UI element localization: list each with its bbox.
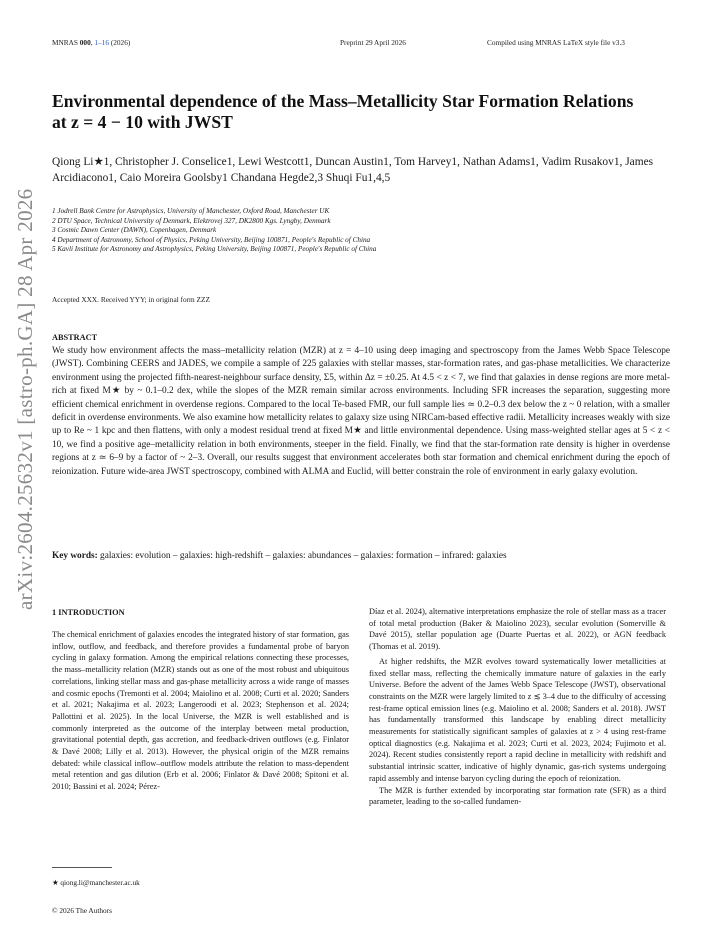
- affiliation-3: 3 Cosmic Dawn Center (DAWN), Copenhagen, Denmark: [52, 226, 217, 235]
- affiliation-2: 2 DTU Space, Technical University of Denmark, Elektrovej 327, DK2800 Kgs. Lyngby, Denmark: [52, 216, 331, 225]
- abstract-heading: ABSTRACT: [52, 333, 98, 342]
- journal-volume: 000: [79, 38, 91, 47]
- corresponding-email: ★ qiong.li@manchester.ac.uk: [52, 878, 140, 887]
- affiliation-4: 4 Department of Astronomy, School of Physics, Peking University, Beijing 100871, People's Republic of China: [52, 235, 371, 244]
- keywords-text: galaxies: evolution – galaxies: high-redshift – galaxies: abundances – galaxies: formation – infrared: galaxies: [100, 551, 507, 561]
- affiliation-1: 1 Jodrell Bank Centre for Astrophysics, University of Manchester, Oxford Road, Manchester UK: [52, 207, 330, 215]
- footnote-rule: [52, 867, 112, 868]
- left-column: [52, 629, 349, 793]
- right-column: [369, 606, 666, 808]
- paper-title: Environmental dependence of the Mass–Metallicity Star Formation Relations at z = 4 − 10 with JWST: [52, 91, 634, 132]
- acceptance-note: Accepted XXX. Received YYY; in original form ZZZ: [52, 295, 210, 304]
- abstract-text: We study how environment affects the mass–metallicity relation (MZR) at z = 4–10 using deep imaging and spectroscopy from the James Webb Space Telescope (JWST). Combining CEERS and JADES, we compile a sample of 225 galaxies with stellar masses, star-formation rates, and gas-phase metallicities. We characterize environment using the projected fifth-nearest-neighbour surface density, Σ5, within Δz = ±0.25. At 4.5 < z < 7, we find that galaxies in dense regions are more metal-rich at fixed M★ by ~ 0.1–0.2 dex, while the slopes of the MZR remain similar across environments. Including SFR increases the separation, suggesting more efficient chemical enrichment in overdense regions. Compared to the local Te-based FMR, our full sample lies ≃ 0.2–0.3 dex below the z ~ 0 relation, with a smaller deficit in overdense environments. We also examine how metallicity relates to galaxy size using NIRCam-based effective radii. Metallicity increases weakly with size up to Re ~ 1 kpc and then flattens, with only a modest residual trend at fixed M★ and little environmental dependence. Using mass-weighted stellar ages at 5 < z < 10, we find a positive age–metallicity relation in both environments, steeper in the field. Finally, we find that the star-formation rate density is higher in overdense regions at z ≃ 6–9 by a factor of ~ 2–3. Overall, our results suggest that environment accelerates both star formation and chemical enrichment during the epoch of reionization. Future wide-area JWST spectroscopy, combined with ALMA and Euclid, will better constrain the role of environment in early galaxy evolution.: [52, 346, 670, 477]
- preprint-date: Preprint 29 April 2026: [340, 38, 406, 47]
- journal-year: (2026): [110, 38, 131, 47]
- keywords: [52, 551, 670, 561]
- compiled-note: Compiled using MNRAS LaTeX style file v3.3: [487, 38, 625, 47]
- keywords-label: Key words:: [52, 551, 98, 561]
- author-list: Qiong Li★1, Christopher J. Conselice1, Lewi Westcott1, Duncan Austin1, Tom Harvey1, Nathan Adams1, Vadim Rusakov1, James Arcidiacono1, Caio Moreira Goolsby1 Chandana Hegde2,3 Shuqi Fu1,4,5: [52, 156, 654, 184]
- affiliation-5: 5 Kavli Institute for Astronomy and Astrophysics, Peking University, Beijing 100871, People's Republic of China: [52, 245, 377, 254]
- intro-paragraph-1: The chemical enrichment of galaxies encodes the integrated history of star formation, gas inflow, outflow, and feedback, and therefore provides a fundamental probe of baryon cycling in galaxy formation. Among the empirical relations connecting these processes, the mass–metallicity relation (MZR) stands out as one of the most robust and ubiquitous correlations, linking stellar mass and gas-phase metallicity across a wide range of masses and cosmic epochs (Tremonti et al. 2004; Maiolino et al. 2008; Curti et al. 2020; Sanders et al. 2021; Nakajima et al. 2023; Langeroodi et al. 2023; Stephenson et al. 2024; Pallottini et al. 2025). In the local Universe, the MZR is well established and is commonly interpreted as the outcome of the interplay between metal production, gravitational potential depth, gas accretion, and feedback-driven outflows (e.g. Finlator & Davé 2008; Lilly et al. 2013). However, the physical origin of the MZR remains debated: while classical inflow–outflow models attribute the relation to mass-dependent metal retention and gas dilution (Erb et al. 2006; Finlator & Davé 2008; Spitoni et al. 2010; Bassini et al. 2024; Pérez-: [52, 630, 349, 792]
- running-header-journal: MNRAS 000, 1–16 (2026): [52, 38, 131, 47]
- intro-paragraph-2: Díaz et al. 2024), alternative interpretations emphasize the role of stellar mass as a tracer of total metal production (Baker & Maiolino 2023), secular evolution (Somerville & Davé 2015), stellar population age (Duarte Puertas et al. 2022), or AGN feedback (Thomas et al. 2019).: [369, 607, 666, 652]
- section-heading-introduction: 1 INTRODUCTION: [52, 608, 125, 617]
- arxiv-identifier: arXiv:2604.25632v1 [astro-ph.GA] 28 Apr 2026: [13, 188, 37, 610]
- intro-paragraph-4: The MZR is further extended by incorporating star formation rate (SFR) as a third parameter, leading to the so-called fundamen-: [369, 785, 666, 807]
- affiliations: [52, 207, 672, 255]
- page-range-link[interactable]: 1–16: [94, 38, 109, 47]
- journal-name: MNRAS: [52, 38, 78, 47]
- copyright-notice: © 2026 The Authors: [52, 906, 112, 915]
- intro-paragraph-3: At higher redshifts, the MZR evolves toward systematically lower metallicities at fixed stellar mass, reflecting the chemically immature nature of galaxies in the early Universe. Before the advent of the James Webb Space Telescope (JWST), observational constraints on the MZR were largely limited to z ≲ 3–4 due to the difficulty of accessing rest-frame optical emission lines (e.g. Maiolino et al. 2008; Sanders et al. 2018). JWST has fundamentally transformed this landscape by enabling direct metallicity measurements for statistically significant samples of galaxies at z > 4 using rest-frame optical diagnostics (e.g. Nakajima et al. 2023; Curti et al. 2023, 2024; Fujimoto et al. 2024). Recent studies consistently report a rapid decline in metallicity with redshift and substantial intrinsic scatter, indicative of highly dynamic, gas-rich systems undergoing rapid assembly and intense baryon cycling during the epoch of reionization.: [369, 656, 666, 783]
